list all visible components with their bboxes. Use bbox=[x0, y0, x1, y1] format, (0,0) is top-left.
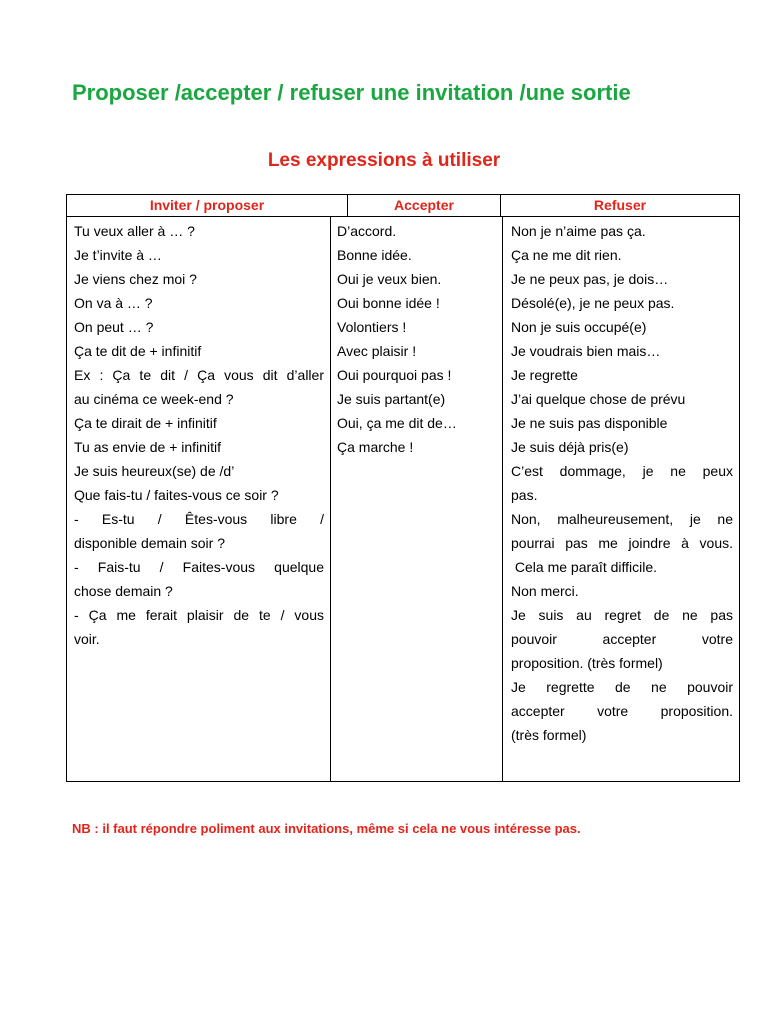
inviter-expression: Ça te dit de + infinitif bbox=[74, 343, 202, 359]
accepter-expression: Ça marche ! bbox=[337, 439, 414, 455]
inviter-expression: chose demain ? bbox=[74, 583, 173, 599]
inviter-expression: Je viens chez moi ? bbox=[74, 271, 197, 287]
column-accepter bbox=[331, 216, 503, 781]
accepter-expression: Volontiers ! bbox=[337, 319, 407, 335]
refuser-expression: Cela me paraît difficile. bbox=[511, 559, 658, 575]
refuser-expression: C’est dommage, je ne peux bbox=[511, 463, 733, 479]
inviter-expression: - Fais-tu / Faites-vous quelque bbox=[74, 559, 324, 575]
accepter-expression: D’accord. bbox=[337, 223, 397, 239]
column-refuser bbox=[503, 216, 739, 781]
refuser-expression: J’ai quelque chose de prévu bbox=[511, 391, 686, 407]
inviter-expression: - Ça me ferait plaisir de te / vous bbox=[74, 607, 324, 623]
refuser-expression: (très formel) bbox=[511, 727, 587, 743]
inviter-expression: voir. bbox=[74, 631, 100, 647]
refuser-expression: proposition. (très formel) bbox=[511, 655, 663, 671]
inviter-expression: Tu veux aller à … ? bbox=[74, 223, 195, 239]
refuser-expression: Non je n’aime pas ça. bbox=[511, 223, 646, 239]
inviter-expression: On peut … ? bbox=[74, 319, 154, 335]
refuser-expression: Ça ne me dit rien. bbox=[511, 247, 622, 263]
note-text: NB : il faut répondre poliment aux invitations, même si cela ne vous intéresse pas. bbox=[72, 821, 581, 836]
inviter-expression: Ex : Ça te dit / Ça vous dit d’aller bbox=[74, 367, 324, 383]
inviter-expression: Tu as envie de + infinitif bbox=[74, 439, 221, 455]
accepter-expression: Bonne idée. bbox=[337, 247, 412, 263]
refuser-expression: Je ne peux pas, je dois… bbox=[511, 271, 669, 287]
column-inviter bbox=[67, 216, 331, 781]
refuser-expression: Je ne suis pas disponible bbox=[511, 415, 668, 431]
section-subtitle: Les expressions à utiliser bbox=[267, 150, 501, 171]
refuser-expression: pourrai pas me joindre à vous. bbox=[511, 535, 733, 551]
refuser-expression: Je suis déjà pris(e) bbox=[511, 439, 629, 455]
inviter-expression: Je t’invite à … bbox=[74, 247, 162, 263]
inviter-expression: au cinéma ce week-end ? bbox=[74, 391, 234, 407]
accepter-expression: Je suis partant(e) bbox=[337, 391, 446, 407]
header-accepter: Accepter bbox=[348, 195, 501, 216]
expressions-table bbox=[66, 216, 740, 782]
refuser-expression: accepter votre proposition. bbox=[511, 703, 733, 719]
header-refuser: Refuser bbox=[593, 197, 647, 213]
accepter-expression: Oui je veux bien. bbox=[337, 271, 442, 287]
refuser-expression: pas. bbox=[511, 487, 538, 503]
accepter-expression: Oui pourquoi pas ! bbox=[337, 367, 452, 383]
inviter-expression: On va à … ? bbox=[74, 295, 153, 311]
accepter-expression: Avec plaisir ! bbox=[337, 343, 417, 359]
page-title: Proposer /accepter / refuser une invitation /une sortie bbox=[72, 80, 631, 105]
refuser-expression: pouvoir accepter votre bbox=[511, 631, 733, 647]
refuser-expression: Non, malheureusement, je ne bbox=[511, 511, 733, 527]
inviter-expression: disponible demain soir ? bbox=[74, 535, 225, 551]
table-header bbox=[66, 194, 740, 217]
inviter-expression: Que fais-tu / faites-vous ce soir ? bbox=[74, 487, 279, 503]
refuser-expression: Je suis au regret de ne pas bbox=[511, 607, 733, 623]
refuser-expression: Non merci. bbox=[511, 583, 579, 599]
inviter-expression: - Es-tu / Êtes-vous libre / bbox=[74, 511, 324, 527]
refuser-expression: Non je suis occupé(e) bbox=[511, 319, 647, 335]
accepter-expression: Oui, ça me dit de… bbox=[337, 415, 457, 431]
header-inviter: Inviter / proposer bbox=[67, 195, 348, 216]
accepter-expression: Oui bonne idée ! bbox=[337, 295, 440, 311]
inviter-expression: Ça te dirait de + infinitif bbox=[74, 415, 217, 431]
refuser-expression: Désolé(e), je ne peux pas. bbox=[511, 295, 675, 311]
refuser-expression: Je regrette de ne pouvoir bbox=[511, 679, 733, 695]
refuser-expression: Je voudrais bien mais… bbox=[511, 343, 661, 359]
inviter-expression: Je suis heureux(se) de /d’ bbox=[74, 463, 235, 479]
refuser-expression: Je regrette bbox=[511, 367, 578, 383]
